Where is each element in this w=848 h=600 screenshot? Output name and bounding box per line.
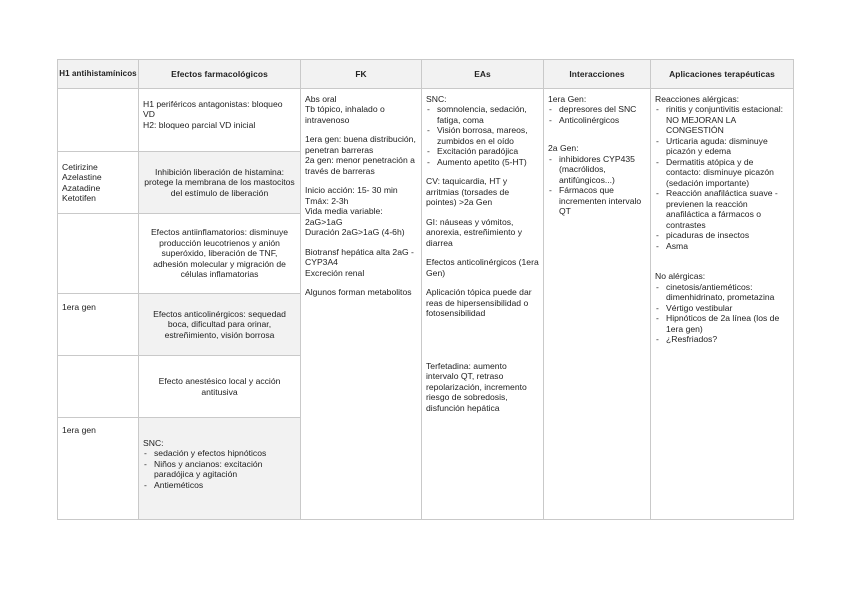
effect-block-anestesico: [139, 355, 300, 417]
drug-block-empty: [58, 213, 138, 293]
header-fk: FK: [301, 60, 422, 89]
fk-text: Tmáx: 2-3h: [305, 195, 349, 206]
effect-text: Inhibición liberación de histamina: protege la membrana de los mastocitos del estímulo de liberación: [144, 166, 295, 198]
interacciones-column: [544, 89, 651, 520]
generation-label: 1era gen: [62, 425, 96, 435]
header-antihistaminicos: H1 antihistamínicos: [58, 60, 139, 89]
list-item: - inhibidores CYP435 (macrólidos, antifúngicos...): [548, 154, 646, 185]
snc-title: SNC:: [143, 438, 164, 448]
drug-block-list: [58, 151, 138, 213]
drug-name: Azatadine: [62, 182, 101, 193]
eas-text: Aplicación tópica puede dar reas de hipersensibilidad o fotosensibilidad: [426, 287, 532, 319]
effect-text: Efecto anestésico local y acción antitusiva: [158, 376, 281, 397]
drug-block-gen: [58, 293, 138, 355]
effect-text: H1 periféricos antagonistas: bloqueo VD: [143, 99, 283, 120]
fk-text: Algunos forman metabolitos: [305, 287, 412, 298]
list-item: - depresores del SNC: [548, 104, 646, 114]
eas-snc-list: [426, 104, 539, 167]
fk-text: Inicio acción: 15- 30 min: [305, 185, 398, 196]
fk-text: 1era gen: buena distribución, penetran barreras: [305, 134, 416, 155]
aplicaciones-alergicas-list: [655, 104, 789, 251]
list-item: - Vértigo vestibular: [655, 303, 789, 313]
drug-name: Cetirizine: [62, 161, 98, 172]
list-item: - rinitis y conjuntivitis estacional: NO MEJORAN LA CONGESTIÓN: [655, 104, 789, 135]
body-row: [58, 89, 794, 520]
effect-block-antiinflamatorio: [139, 213, 300, 293]
drug-name: Azelastine: [62, 172, 102, 183]
list-item: - picaduras de insectos: [655, 230, 789, 240]
interaccion-title: 1era Gen:: [548, 94, 587, 104]
header-efectos: Efectos farmacológicos: [139, 60, 301, 89]
aplicacion-title: Reacciones alérgicas:: [655, 94, 740, 104]
eas-snc-title: SNC:: [426, 94, 447, 104]
header-interacciones: Interacciones: [544, 60, 651, 89]
aplicacion-title: No alérgicas:: [655, 271, 706, 282]
snc-effects-list: [143, 448, 296, 490]
fk-text: Abs oral: [305, 94, 337, 104]
eas-text: GI: náuseas y vómitos, anorexia, estreñimiento y diarrea: [426, 216, 523, 248]
fk-column: [301, 89, 422, 520]
aplicaciones-column: [651, 89, 794, 520]
drug-block-gen: [58, 417, 138, 519]
effect-block-h1: [139, 89, 300, 151]
aplicaciones-no-alergicas-list: [655, 282, 789, 345]
effect-block-inhibicion: [139, 151, 300, 213]
effect-block-snc: [139, 417, 300, 519]
fk-text: Excreción renal: [305, 267, 365, 278]
header-aplicaciones: Aplicaciones terapéuticas: [651, 60, 794, 89]
drug-name: Ketotifen: [62, 192, 96, 203]
eas-text: CV: taquicardia, HT y arritmias (torsades de pointes) >2a Gen: [426, 176, 510, 208]
fk-text: Vida media variable: 2aG>1aG: [305, 206, 383, 227]
effect-block-anticolinergico: [139, 293, 300, 355]
list-item: - Asma: [655, 241, 789, 251]
list-item: - Niños y ancianos: excitación paradójica y agitación: [143, 459, 296, 480]
list-item: - Excitación paradójica: [426, 146, 539, 156]
interaccion-title: 2a Gen:: [548, 143, 579, 154]
effect-text: Efectos anticolinérgicos: sequedad boca, dificultad para orinar, estreñimiento, visión borrosa: [153, 308, 286, 340]
list-item: - Anticolinérgicos: [548, 115, 646, 125]
header-eas: EAs: [422, 60, 544, 89]
list-item: - cinetosis/antieméticos: dimenhidrinato, prometazina: [655, 282, 789, 303]
list-item: - Urticaria aguda: disminuye picazón y edema: [655, 136, 789, 157]
eas-text: Terfetadina: aumento intervalo QT, retraso repolarización, incremento riesgo de sobredosis, disfunción hepática: [426, 360, 527, 413]
generation-label: 1era gen: [62, 302, 96, 312]
header-row: [58, 60, 794, 89]
list-item: - Fármacos que incrementen intervalo QT: [548, 185, 646, 216]
list-item: - Reacción anafiláctica suave - previenen la reacción anafiláctica a fármacos o contrastes: [655, 188, 789, 230]
list-item: - Aumento apetito (5-HT): [426, 157, 539, 167]
list-item: - ¿Resfriados?: [655, 334, 789, 344]
drug-block-empty: [58, 355, 138, 417]
interacciones-gen2-list: [548, 154, 646, 217]
fk-text: Biotransf hepática alta 2aG - CYP3A4: [305, 246, 414, 268]
effects-column: [139, 89, 301, 520]
antihistamine-table: [57, 59, 794, 520]
effect-text: Efectos antiinflamatorios: disminuye producción leucotrienos y anión superóxido, liberación de TNF, adhesión molecular y migración de células inflamatorias: [150, 227, 289, 280]
drug-column: [58, 89, 139, 520]
fk-text: Duración 2aG>1aG (4-6h): [305, 227, 405, 238]
interacciones-gen1-list: [548, 104, 646, 125]
list-item: - Visión borrosa, mareos, zumbidos en el oído: [426, 125, 539, 146]
list-item: - Hipnóticos de 2a línea (los de 1era gen): [655, 313, 789, 334]
list-item: - sedación y efectos hipnóticos: [143, 448, 296, 458]
eas-column: [422, 89, 544, 520]
list-item: - Dermatitis atópica y de contacto: disminuye picazón (sedación importante): [655, 157, 789, 188]
effect-text: H2: bloqueo parcial VD inicial: [143, 119, 256, 130]
fk-text: Tb tópico, inhalado o intravenoso: [305, 104, 385, 125]
list-item: - Antieméticos: [143, 480, 296, 490]
list-item: - somnolencia, sedación, fatiga, coma: [426, 104, 539, 125]
fk-text: 2a gen: menor penetración a través de barreras: [305, 155, 415, 176]
eas-text: Efectos anticolinérgicos (1era Gen): [426, 257, 539, 278]
drug-block-empty: [58, 89, 138, 151]
